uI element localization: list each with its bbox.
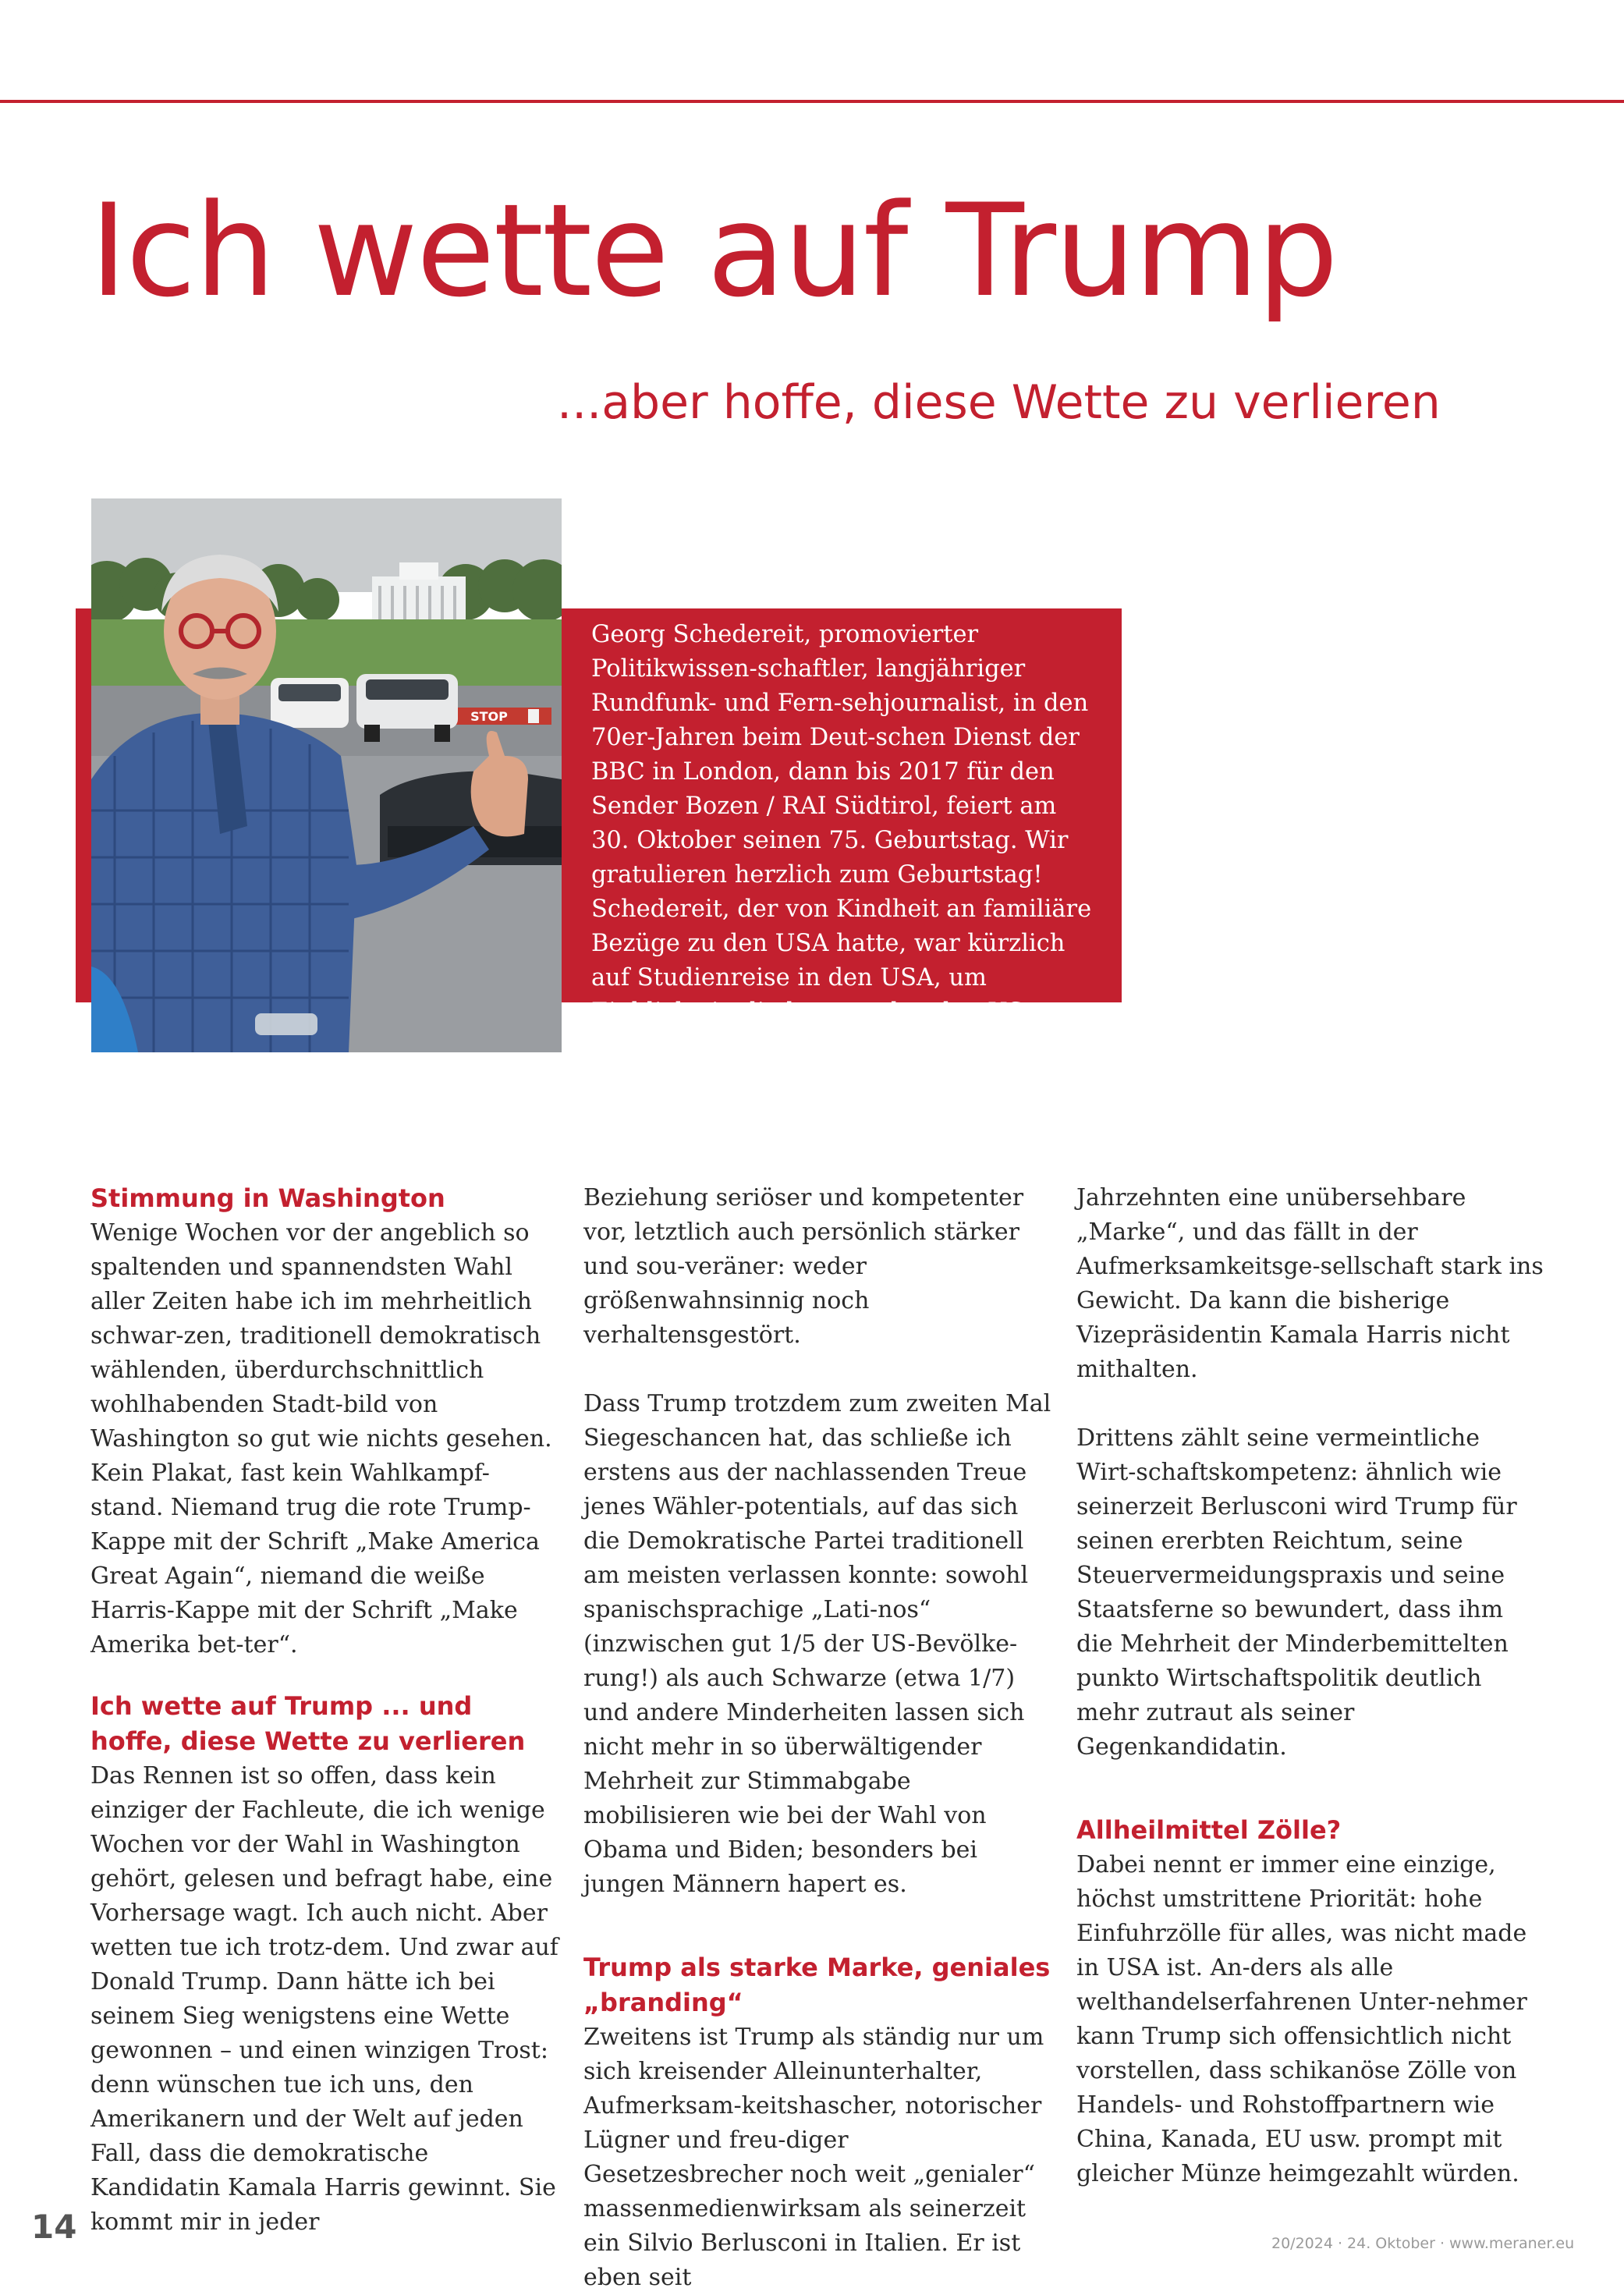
page-subtitle: ...aber hoffe, diese Wette zu verlieren xyxy=(557,375,1441,430)
article-paragraph: Jahrzehnten eine unübersehbare „Marke“, und das fällt in der Aufmerksamkeitsge-sellschaft stark ins Gewicht. Da kann die bisherige Vizepräsidentin Kamala Harris nicht mithalten. xyxy=(1076,1184,1544,1383)
article-paragraph: Dabei nennt er immer eine einzige, höchst umstrittene Priorität: hohe Einfuhrzölle für alles, was nicht made in USA ist. An-ders als alle welthandelserfahrenen Unter-nehmer kann Trump sich offensichtlich nicht vorstellen, dass schikanöse Zölle von Handels- und Rohstoffpartnern wie China, Kanada, EU usw. prompt mit gleicher Münze heimgezahlt würden. xyxy=(1076,1851,1527,2187)
author-bio-text: Georg Schedereit, promovierter Politikwissen-schaftler, langjähriger Rundfunk- und Fern-sehjournalist, in den 70er-Jahren beim Deut-schen Dienst der BBC in London, dann bis 2017 für den Sender Bozen / RAI Südtirol, feiert am 30. Oktober seinen 75. Geburtstag. Wir gratulieren herzlich zum Geburtstag! Schedereit, der von Kindheit an familiäre Bezüge zu den USA hatte, war kürzlich auf Studienreise in den USA, um Einblicke in die bevorstehenden US-Wahlen zu erhalten. xyxy=(591,621,1092,1060)
article-paragraph: Wenige Wochen vor der angeblich so spaltenden und spannendsten Wahl aller Zeiten habe ich im mehrheitlich schwar-zen, traditionell demokratisch wählenden, überdurchschnittlich wohlhabenden Stadt-bild von Washington so gut wie nichts gesehen. Kein Plakat, fast kein Wahlkampf-stand. Niemand trug die rote Trump-Kappe mit der Schrift „Make America Great Again“, niemand die weiße Harris-Kappe mit der Schrift „Make Amerika bet-ter“. xyxy=(90,1219,552,1658)
section-heading-brand: Trump als starke Marke, geniales „branding“ xyxy=(583,1953,1051,2017)
article-paragraph: Beziehung seriöser und kompetenter vor, letztlich auch persönlich stärker und sou-veräner: weder größenwahnsinnig noch verhaltensgestört. xyxy=(583,1184,1024,1349)
page-number: 14 xyxy=(31,2208,77,2246)
article-column-3 xyxy=(1076,1181,1544,2191)
article-column-2 xyxy=(583,1181,1051,2295)
section-heading-tariffs: Allheilmittel Zölle? xyxy=(1076,1815,1342,1845)
stop-sign-text: STOP xyxy=(470,709,508,724)
section-heading-mood: Stimmung in Washington xyxy=(90,1183,445,1213)
article-paragraph: Das Rennen ist so offen, dass kein einziger der Fachleute, die ich wenige Wochen vor der Wahl in Washington gehört, gelesen und befragt habe, eine Vorhersage wagt. Ich auch nicht. Aber wetten tue ich trotz-dem. Und zwar auf Donald Trump. Dann hätte ich bei seinem Sieg wenigstens eine Wette gewonnen – und einen winzigen Trost: denn wünschen tue ich uns, den Amerikanern und der Welt auf jeden Fall, dass die demokratische Kandidatin Kamala Harris gewinnt. Sie kommt mir in jeder xyxy=(90,1762,558,2236)
author-photo xyxy=(91,498,562,1052)
article-paragraph: Dass Trump trotzdem zum zweiten Mal Siegeschancen hat, das schließe ich erstens aus der nachlassenden Treue jenes Wähler-potentials, auf das sich die Demokratische Partei traditionell am meisten verlassen konnte: sowohl spanischsprachige „Lati-nos“ (inzwischen gut 1/5 der US-Bevölke-rung!) als auch Schwarze (etwa 1/7) und andere Minderheiten lassen sich nicht mehr in so überwältigender Mehrheit zur Stimmabgabe mobilisieren wie bei der Wahl von Obama und Biden; besonders bei jungen Männern hapert es. xyxy=(583,1390,1051,1898)
article-paragraph: Zweitens ist Trump als ständig nur um sich kreisender Alleinunterhalter, Aufmerksam-keitshascher, notorischer Lügner und freu-diger Gesetzesbrecher noch weit „genialer“ massenmedienwirksam als seinerzeit ein Silvio Berlusconi in Italien. Er ist eben seit xyxy=(583,2024,1044,2291)
section-heading-bet: Ich wette auf Trump ... und hoffe, diese Wette zu verlieren xyxy=(90,1691,526,1756)
author-bio-box xyxy=(562,608,1122,1060)
article-paragraph: Drittens zählt seine vermeintliche Wirt-schaftskompetenz: ähnlich wie seinerzeit Berlusconi wird Trump für seinen ererbten Reichtum, seine Steuervermeidungspraxis und seine Staatsferne so bewundert, dass ihm die Mehrheit der Minderbemittelten punkto Wirtschaftspolitik deutlich mehr zutraut als seiner Gegenkandidatin. xyxy=(1076,1424,1517,1761)
article-column-1 xyxy=(90,1181,558,2240)
page-title: Ich wette auf Trump xyxy=(90,176,1337,325)
white-suv xyxy=(271,678,349,728)
issue-info: 20/2024 · 24. Oktober · www.meraner.eu xyxy=(1271,2235,1575,2252)
top-rule xyxy=(0,100,1624,103)
